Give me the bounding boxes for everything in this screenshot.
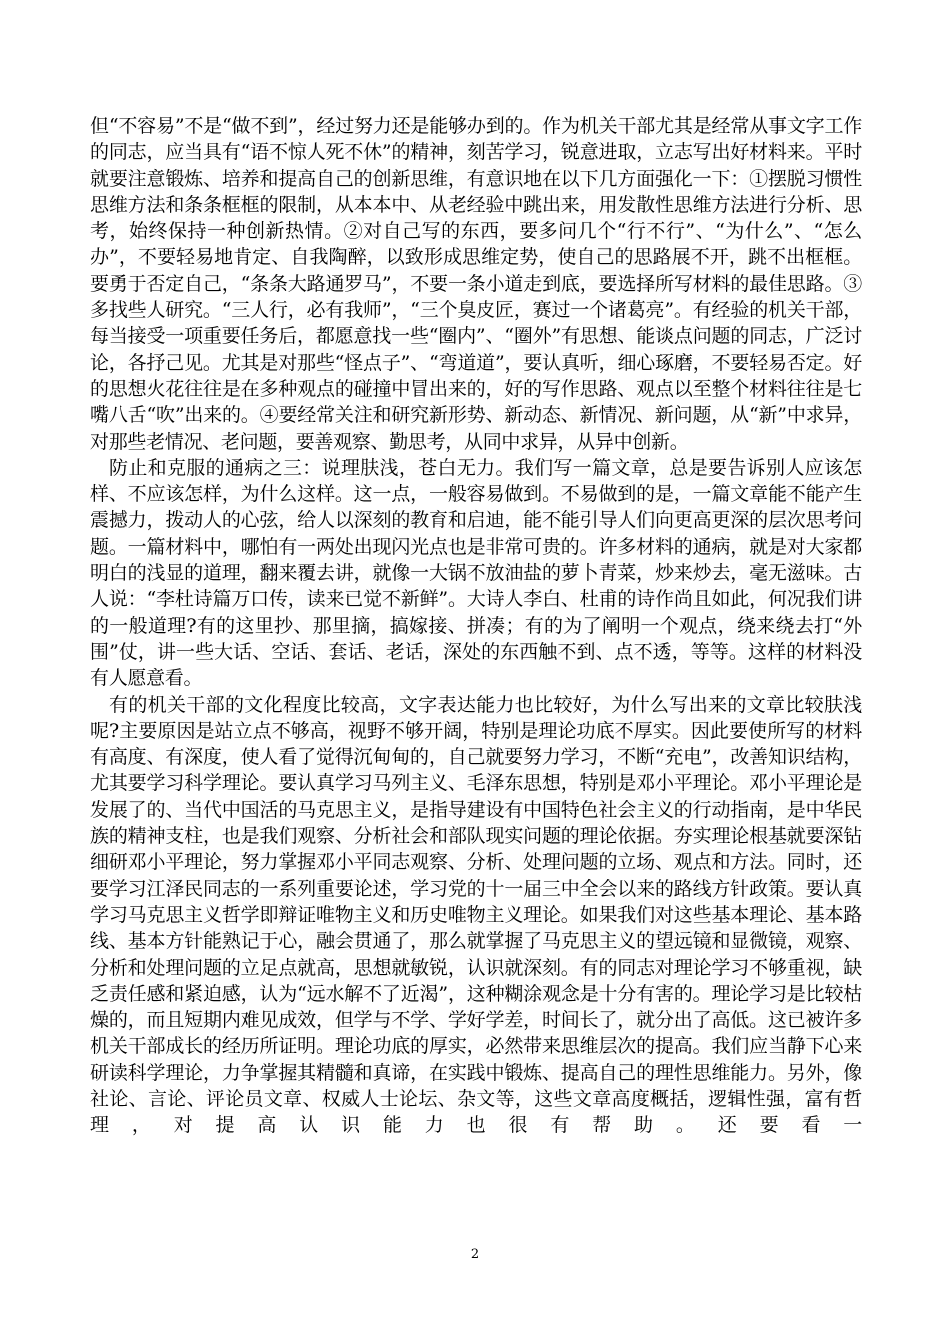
paragraph-3: 有的机关干部的文化程度比较高，文字表达能力也比较好，为什么写出来的文章比较肤浅呢?主要原因是站立点不够高，视野不够开阔，特别是理论功底不厚实。因此要使所写的材料有高度、有深度，使人看了觉得沉甸甸的，自己就要努力学习，不断“充电”，改善知识结构，尤其要学习科学理论。要认真学习马列主义、毛泽东思想，特别是邓小平理论。邓小平理论是发展了的、当代中国活的马克思主义，是指导建设有中国特色社会主义的行动指南，是中华民族的精神支柱，也是我们观察、分析社会和部队现实问题的理论依据。夯实理论根基就要深钻细研邓小平理论，努力掌握邓小平同志观察、分析、处理问题的立场、观点和方法。同时，还要学习江泽民同志的一系列重要论述，学习党的十一届三中全会以来的路线方针政策。要认真学习马克思主义哲学即辩证唯物主义和历史唯物主义理论。如果我们对这些基本理论、基本路线、基本方针能熟记于心，融会贯通了，那么就掌握了马克思主义的望远镜和显微镜，观察、分析和处理问题的立足点就高，思想就敏锐，认识就深刻。有的同志对理论学习不够重视，缺乏责任感和紧迫感，认为“远水解不了近渴”，这种糊涂观念是十分有害的。理论学习是比较枯燥的，而且短期内难见成效，但学与不学、学好学差，时间长了，就分出了高低。这已被许多机关干部成长的经历所证明。理论功底的厚实，必然带来思维层次的提高。我们应当静下心来研读科学理论，力争掌握其精髓和真谛，在实践中锻炼、提高自己的理性思维能力。另外，像社论、言论、评论员文章、权威人士论坛、杂文等，这些文章高度概括，逻辑性强，富有哲理，对提高认识能力也很有帮助。还要看一: [90, 693, 862, 1137]
paragraph-2: 防止和克服的通病之三：说理肤浅，苍白无力。我们写一篇文章，总是要告诉别人应该怎样、不应该怎样，为什么这样。这一点，一般容易做到。不易做到的是，一篇文章能不能产生震撼力，拨动人的心弦，给人以深刻的教育和启迪，能不能引导人们向更高更深的层次思考问题。一篇材料中，哪怕有一两处出现闪光点也是非常可贵的。许多材料的通病，就是对大家都明白的浅显的道理，翻来覆去讲，就像一大锅不放油盐的萝卜青菜，炒来炒去，毫无滋味。古人说：“李杜诗篇万口传，读来已觉不新鲜”。大诗人李白、杜甫的诗作尚且如此，何况我们讲的一般道理?有的这里抄、那里摘，搞嫁接、拼凑；有的为了阐明一个观点，绕来绕去打“外围”仗，讲一些大话、空话、套话、老话，深处的东西触不到、点不透，等等。这样的材料没有人愿意看。: [90, 456, 862, 690]
paragraph-1: 但“不容易”不是“做不到”，经过努力还是能够办到的。作为机关干部尤其是经常从事文字工作的同志，应当具有“语不惊人死不休”的精神，刻苦学习，锐意进取，立志写出好材料来。平时就要注意锻炼、培养和提高自己的创新思维，有意识地在以下几方面强化一下：①摆脱习惯性思维方法和条条框框的限制，从本本中、从老经验中跳出来，用发散性思维方法进行分析、思考，始终保持一种创新热情。②对自己写的东西，要多问几个“行不行”、“为什么”、“怎么办”，不要轻易地肯定、自我陶醉，以致形成思维定势，使自己的思路展不开，跳不出框框。要勇于否定自己，“条条大路通罗马”，不要一条小道走到底，要选择所写材料的最佳思路。③多找些人研究。“三人行，必有我师”，“三个臭皮匠，赛过一个诸葛亮”。有经验的机关干部，每当接受一项重要任务后，都愿意找一些“圈内”、“圈外”有思想、能谈点问题的同志，广泛讨论，各抒己见。尤其是对那些“怪点子”、“弯道道”，要认真听，细心琢磨，不要轻易否定。好的思想火花往往是在多种观点的碰撞中冒出来的，好的写作思路、观点以至整个材料往往是七嘴八舌“吹”出来的。④要经常关注和研究新形势、新动态、新情况、新问题，从“新”中求异，对那些老情况、老问题，要善观察、勤思考，从同中求异，从异中创新。: [90, 115, 862, 453]
body-text: [90, 113, 862, 1139]
page-number: 2: [470, 1247, 480, 1262]
